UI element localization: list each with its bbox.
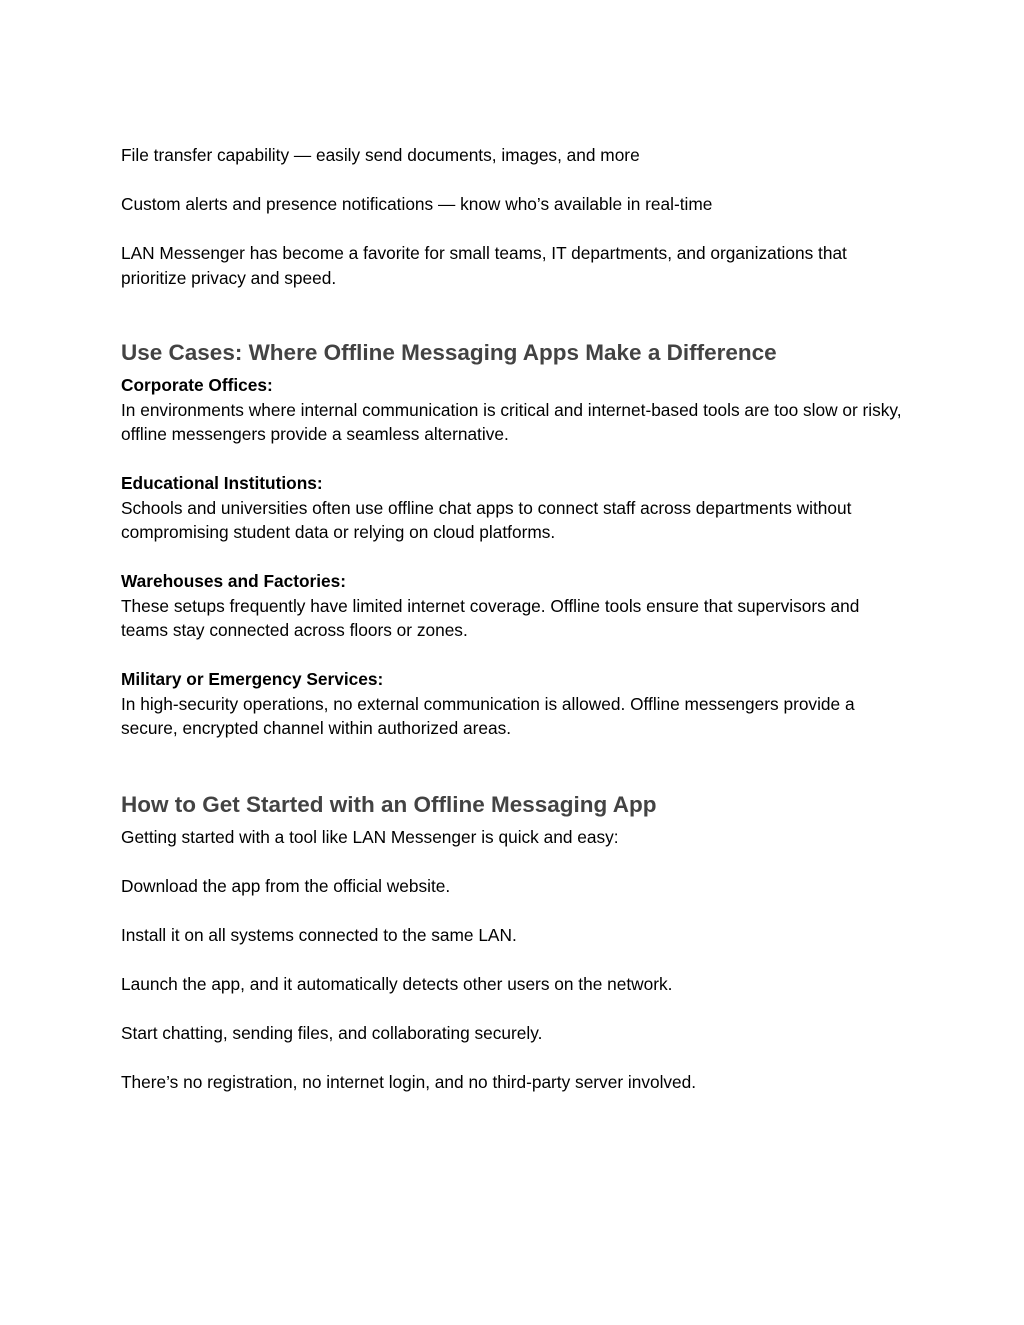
use-case-military (121, 667, 911, 741)
feature-file-transfer: File transfer capability — easily send documents, images, and more (121, 145, 640, 165)
step-start-chatting: Start chatting, sending files, and collaborating securely. (121, 1022, 543, 1043)
document-page (121, 143, 911, 1094)
use-case-text: In environments where internal communication is critical and internet-based tools are too slow or risky, offline messengers provide a seamless alternative. (121, 399, 902, 444)
intro-summary: LAN Messenger has become a favorite for small teams, IT departments, and organizations that prioritize privacy and speed. (121, 243, 847, 288)
use-case-warehouses (121, 569, 911, 643)
getting-started-intro: Getting started with a tool like LAN Messenger is quick and easy: (121, 826, 619, 847)
getting-started-heading: How to Get Started with an Offline Messaging App (121, 791, 657, 817)
getting-started-closing: There’s no registration, no internet login, and no third-party server involved. (121, 1071, 697, 1092)
feature-custom-alerts: Custom alerts and presence notifications — know who’s available in real-time (121, 194, 713, 214)
use-case-title: Military or Emergency Services: (121, 669, 384, 689)
use-case-text: Schools and universities often use offline chat apps to connect staff across departments without compromising student data or relying on cloud platforms. (121, 497, 852, 542)
use-case-text: These setups frequently have limited internet coverage. Offline tools ensure that supervisors and teams stay connected across floors or zones. (121, 595, 860, 640)
step-download: Download the app from the official website. (121, 875, 451, 896)
use-case-corporate (121, 373, 911, 447)
use-case-title: Educational Institutions: (121, 473, 323, 493)
use-cases-heading: Use Cases: Where Offline Messaging Apps Make a Difference (121, 340, 777, 365)
use-case-title: Corporate Offices: (121, 375, 273, 395)
use-case-title: Warehouses and Factories: (121, 571, 347, 591)
step-install: Install it on all systems connected to the same LAN. (121, 924, 517, 945)
use-case-education (121, 471, 911, 545)
step-launch: Launch the app, and it automatically detects other users on the network. (121, 973, 673, 994)
use-case-text: In high-security operations, no external communication is allowed. Offline messengers provide a secure, encrypted channel within authorized areas. (121, 693, 855, 738)
